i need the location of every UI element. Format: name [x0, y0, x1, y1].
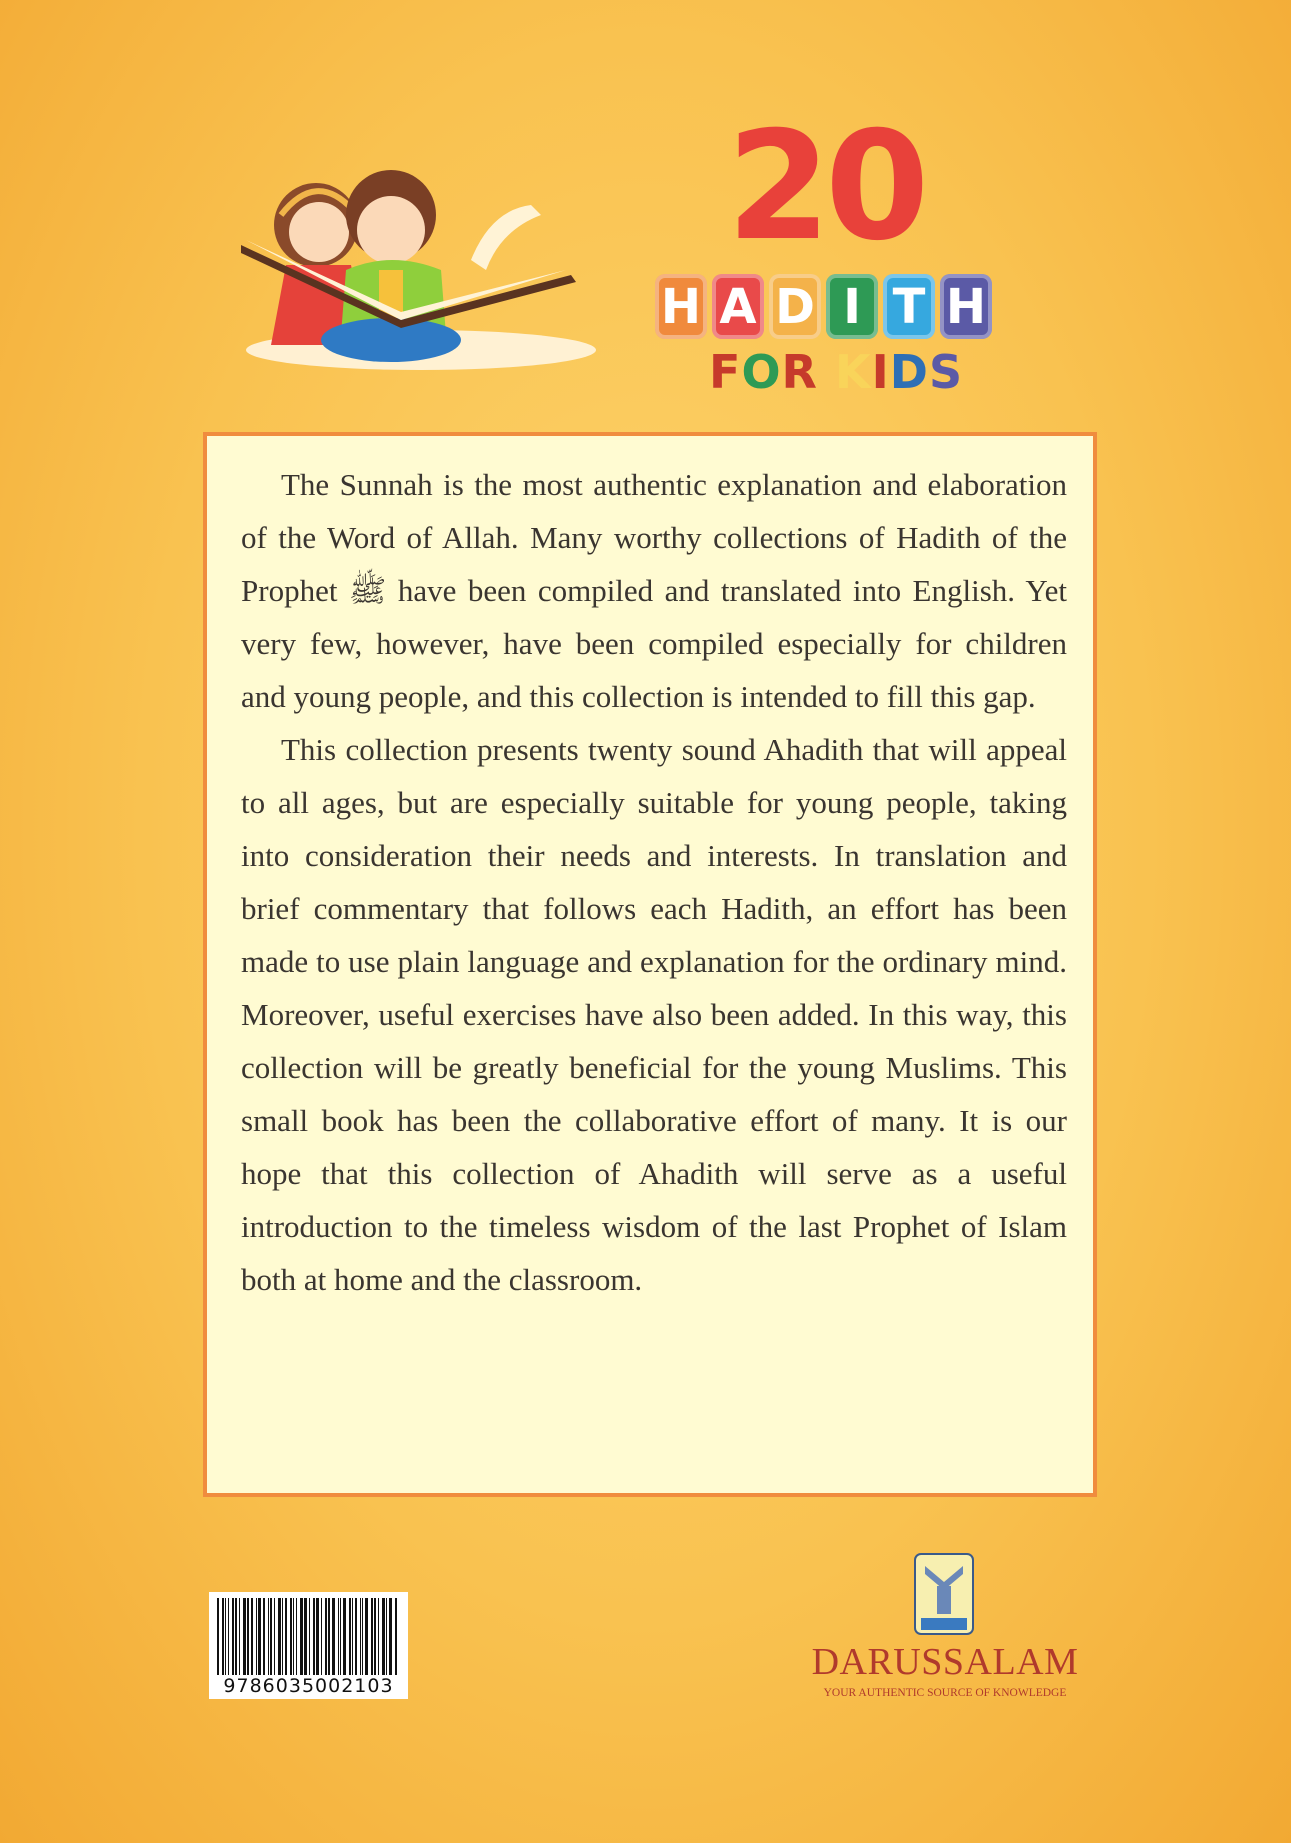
barcode-bar [340, 1598, 341, 1676]
blurb-paragraph-1: The Sunnah is the most authentic explanation and elaboration of the Word of Allah. Many worthy collections of Hadith of the Prophet ﷺ have been compiled and translated into English. Yet very few, however, have been compiled especially for children and young people, and this collection is intended to fill this gap. [241, 467, 1068, 714]
barcode-bar [263, 1598, 265, 1676]
barcode-bar [325, 1598, 327, 1676]
subtitle-letter: O [741, 345, 782, 399]
isbn-barcode [209, 1592, 408, 1699]
subtitle-for-kids [709, 345, 963, 399]
barcode-bar [371, 1598, 373, 1676]
barcode-bar [225, 1598, 226, 1676]
barcode-bar [268, 1598, 269, 1676]
publisher-name: DARUSSALAM [811, 1641, 1079, 1683]
barcode-bar [232, 1598, 234, 1676]
barcode-bar [243, 1598, 246, 1676]
barcode-bar [282, 1598, 283, 1676]
barcode-bar [395, 1598, 397, 1676]
barcode-bar [343, 1598, 346, 1676]
barcode-bar [247, 1598, 249, 1676]
barcode-bar [274, 1598, 275, 1676]
subtitle-letter: I [871, 345, 890, 399]
barcode-bar [285, 1598, 287, 1676]
barcode-bar [217, 1598, 219, 1676]
subtitle-letter: R [781, 345, 818, 399]
barcode-bar [235, 1598, 237, 1676]
barcode-bar [352, 1598, 353, 1676]
barcode-bar [296, 1598, 297, 1676]
barcode-bar [251, 1598, 253, 1676]
barcode-bar [349, 1598, 351, 1676]
subtitle-letter: K [834, 345, 872, 399]
barcode-bar [316, 1598, 319, 1676]
barcode-bar [290, 1598, 292, 1676]
title-number: 20 [726, 100, 924, 274]
isbn-number: 9786035002103 [209, 1675, 408, 1697]
subtitle-letter: F [709, 345, 742, 399]
title-letter-tile: D [769, 274, 821, 339]
barcode-bar [389, 1598, 392, 1676]
barcode-bar [300, 1598, 303, 1676]
barcode-bar [338, 1598, 339, 1676]
barcode-bar [256, 1598, 257, 1676]
barcode-bar [278, 1598, 281, 1676]
barcode-bar [293, 1598, 294, 1676]
subtitle-letter: D [889, 345, 929, 399]
barcode-bar [374, 1598, 376, 1676]
barcode-bar [313, 1598, 315, 1676]
darussalam-logo-icon [913, 1552, 975, 1636]
title-letter-tile: H [655, 274, 707, 339]
barcode-bar [328, 1598, 330, 1676]
barcode-bar [355, 1598, 357, 1676]
barcode-bar [386, 1598, 387, 1676]
barcode-bar [270, 1598, 272, 1676]
subtitle-letter: S [928, 345, 964, 399]
barcode-bar [362, 1598, 363, 1676]
barcode-bar [309, 1598, 310, 1676]
title-letter-tile: I [826, 274, 878, 339]
title-letter-tile: A [712, 274, 764, 339]
barcode-bar [304, 1598, 307, 1676]
barcode-bar [222, 1598, 224, 1676]
title-letter-tile: T [883, 274, 935, 339]
barcode-bars [217, 1598, 400, 1676]
barcode-bar [258, 1598, 261, 1676]
barcode-bar [360, 1598, 361, 1676]
blurb-paragraph-2: This collection presents twenty sound Ahadith that will appeal to all ages, but are especially suitable for young people, taking into consideration their needs and interests. In translation and brief commentary that follows each Hadith, an effort has been made to use plain language and explanation for the ordinary mind. Moreover, useful exercises have also been added. In this way, this collection will be greatly beneficial for the young Muslims. This small book has been the collaborative effort of many. It is our hope that this collection of Ahadith will serve as a useful introduction to the timeless wisdom of the last Prophet of Islam both at home and the classroom. [241, 732, 1067, 1297]
title-hadith [655, 274, 992, 339]
children-reading-illustration [241, 170, 616, 375]
blurb-text [241, 458, 1067, 1306]
barcode-bar [228, 1598, 229, 1676]
subtitle-letter [818, 345, 835, 399]
barcode-bar [365, 1598, 368, 1676]
barcode-bar [378, 1598, 379, 1676]
barcode-bar [382, 1598, 385, 1676]
title-letter-tile: H [940, 274, 992, 339]
barcode-bar [239, 1598, 240, 1676]
publisher-tagline: YOUR AUTHENTIC SOURCE OF KNOWLEDGE [823, 1687, 1067, 1699]
barcode-bar [332, 1598, 335, 1676]
barcode-bar [321, 1598, 322, 1676]
